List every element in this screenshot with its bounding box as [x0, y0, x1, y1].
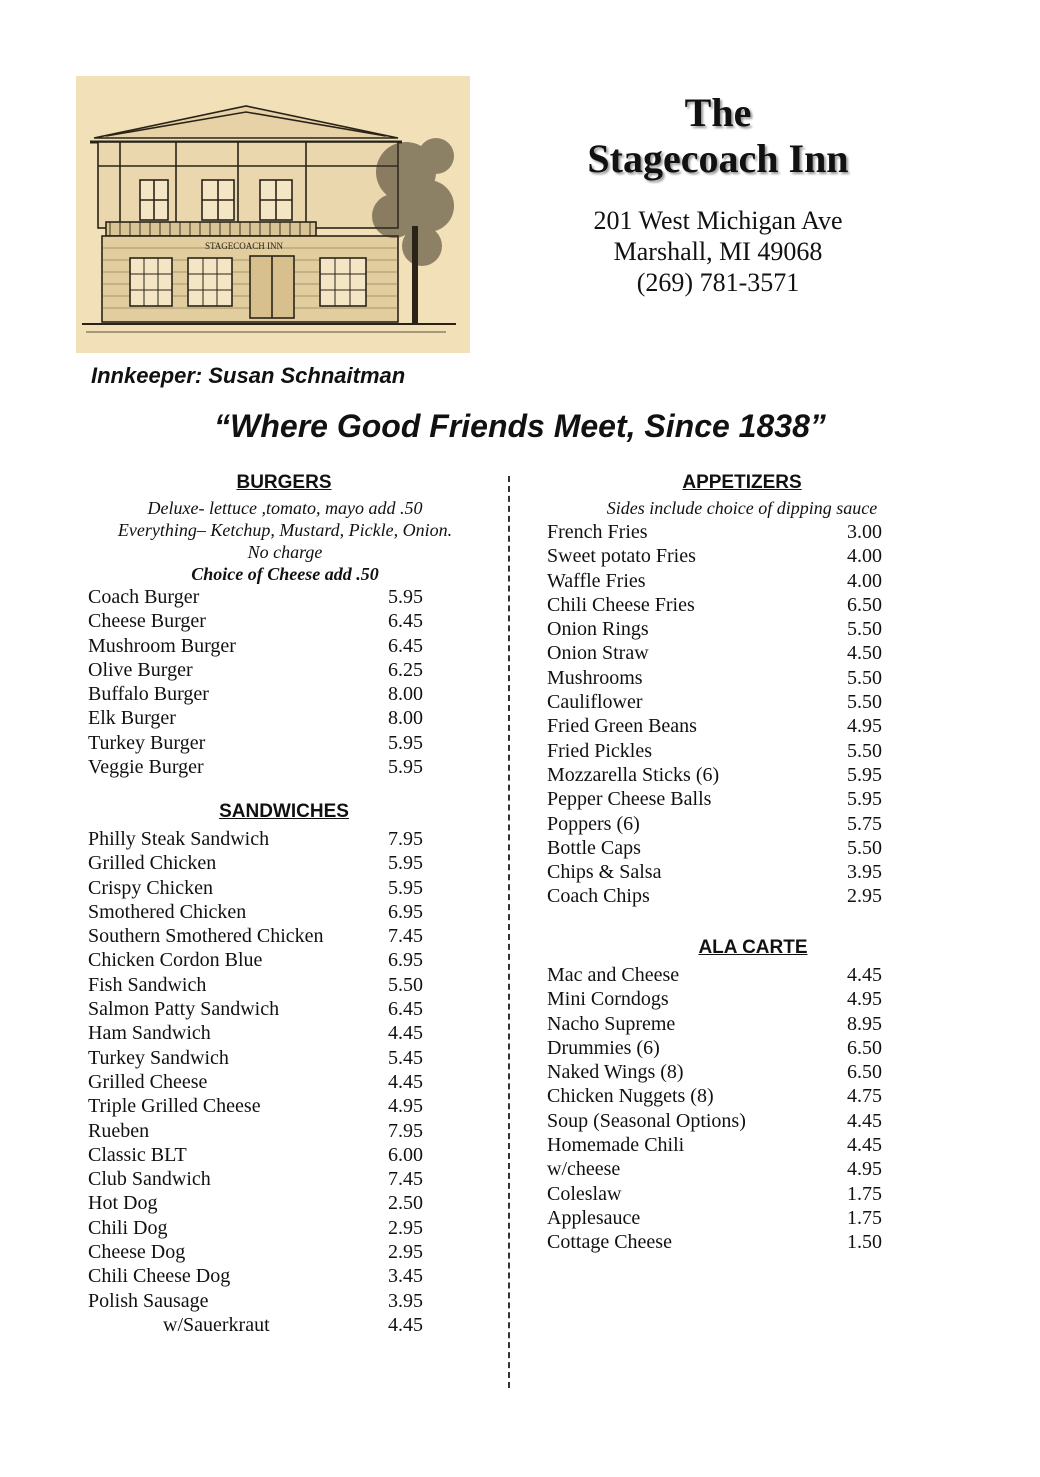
- menu-item-price: 4.45: [847, 964, 882, 986]
- menu-item-price: 7.95: [388, 828, 423, 850]
- burgers-note-no-charge: No charge: [247, 542, 323, 562]
- burgers-note-deluxe: Deluxe- lettuce ,tomato, mayo add .50: [147, 498, 423, 518]
- menu-item-price: 7.45: [388, 1168, 423, 1191]
- menu-item: [547, 787, 907, 811]
- menu-item: [547, 1036, 907, 1060]
- menu-item-price: 8.95: [847, 1012, 882, 1035]
- menu-item-name: Pepper Cheese Balls: [547, 788, 712, 811]
- menu-item: [88, 1021, 448, 1045]
- menu-item: [88, 1167, 448, 1191]
- menu-item-name: Applesauce: [547, 1206, 641, 1229]
- menu-item-price: 1.75: [847, 1182, 882, 1205]
- menu-item: [547, 963, 907, 987]
- menu-item-name: Southern Smothered Chicken: [88, 925, 324, 948]
- menu-item-name: Cheese Burger: [88, 610, 206, 633]
- menu-item: [547, 569, 907, 593]
- menu-item: [547, 884, 907, 908]
- menu-item: [547, 1206, 907, 1230]
- menu-item-name: Triple Grilled Cheese: [88, 1095, 261, 1118]
- menu-item-name: Coach Chips: [547, 885, 650, 908]
- restaurant-title: [540, 90, 896, 182]
- menu-item-name: Chili Cheese Fries: [547, 593, 695, 616]
- menu-item-price: 2.95: [388, 1241, 423, 1264]
- menu-item-price: 2.50: [388, 1192, 423, 1215]
- menu-item: [547, 860, 907, 884]
- address-block: [540, 205, 896, 298]
- menu-item: [88, 585, 448, 609]
- menu-item-price: 2.95: [847, 885, 882, 908]
- menu-item-name: Poppers (6): [547, 812, 640, 835]
- menu-item-price: 4.75: [847, 1085, 882, 1108]
- menu-item: [88, 634, 448, 658]
- menu-item-name: Waffle Fries: [547, 569, 646, 592]
- innkeeper-line: Innkeeper: Susan Schnaitman: [91, 363, 406, 388]
- menu-item-price: 7.95: [388, 1119, 423, 1142]
- menu-item-name: Cottage Cheese: [547, 1231, 672, 1254]
- menu-item-price: 5.50: [847, 739, 882, 762]
- menu-item: [88, 706, 448, 730]
- menu-item-price: 6.45: [388, 998, 423, 1021]
- menu-item-name: Rueben: [88, 1119, 150, 1142]
- menu-item: [88, 682, 448, 706]
- menu-item-name: Soup (Seasonal Options): [547, 1109, 746, 1132]
- menu-item-price: 5.50: [847, 691, 882, 714]
- menu-item-name: w/cheese: [547, 1158, 621, 1181]
- menu-item: [88, 1289, 448, 1313]
- menu-item-price: 6.50: [847, 593, 882, 616]
- menu-item-name: Elk Burger: [88, 707, 176, 730]
- menu-item-name: Fried Pickles: [547, 739, 652, 762]
- menu-item-price: 5.95: [388, 586, 423, 608]
- menu-item-price: 5.95: [388, 731, 423, 754]
- burgers-notes: [80, 497, 490, 585]
- menu-item: [547, 714, 907, 738]
- menu-item: [88, 755, 448, 779]
- menu-item: [88, 731, 448, 755]
- menu-item-price: 4.00: [847, 545, 882, 568]
- menu-item: [547, 1109, 907, 1133]
- menu-item-price: 5.50: [388, 973, 423, 996]
- menu-item-name: Nacho Supreme: [547, 1012, 676, 1035]
- building-drawing: [76, 76, 470, 353]
- menu-item: [547, 520, 907, 544]
- menu-item-price: 4.45: [388, 1022, 423, 1045]
- menu-item: [547, 666, 907, 690]
- title-line-1: The: [684, 90, 752, 135]
- menu-item: [88, 1264, 448, 1288]
- menu-item: [88, 1240, 448, 1264]
- menu-item: [88, 658, 448, 682]
- ala-carte-list: [547, 963, 907, 1255]
- menu-item-name: Coleslaw: [547, 1182, 622, 1205]
- burgers-note-everything: Everything– Ketchup, Mustard, Pickle, Onion.: [117, 520, 453, 540]
- menu-item-price: 4.45: [388, 1070, 423, 1093]
- sandwiches-list: [88, 827, 448, 1337]
- menu-item: [547, 617, 907, 641]
- menu-item: [88, 1070, 448, 1094]
- menu-item-price: 4.00: [847, 569, 882, 592]
- menu-item-price: 8.00: [388, 707, 423, 730]
- menu-item-price: 5.95: [388, 876, 423, 899]
- menu-item-price: 6.50: [847, 1036, 882, 1059]
- menu-item-price: 4.45: [847, 1109, 882, 1132]
- menu-item: [88, 827, 448, 851]
- menu-item-price: 5.95: [388, 756, 423, 779]
- menu-item: [547, 1060, 907, 1084]
- menu-item-name: Smothered Chicken: [88, 900, 247, 923]
- menu-item-price: 1.50: [847, 1231, 882, 1254]
- menu-item: [547, 593, 907, 617]
- menu-item-price: 6.95: [388, 900, 423, 923]
- menu-item-name: Fish Sandwich: [88, 973, 207, 996]
- menu-item: [88, 876, 448, 900]
- menu-item-price: 4.95: [847, 988, 882, 1011]
- menu-item-name: Crispy Chicken: [88, 876, 213, 899]
- menu-item-name: Coach Burger: [88, 586, 200, 608]
- menu-item-price: 5.95: [847, 763, 882, 786]
- appetizers-note: Sides include choice of dipping sauce: [606, 498, 878, 518]
- menu-item-name: Cauliflower: [547, 691, 643, 714]
- menu-item-price: 3.00: [847, 521, 882, 543]
- menu-item-name: Mac and Cheese: [547, 964, 680, 986]
- menu-item: [88, 609, 448, 633]
- menu-item-name: Philly Steak Sandwich: [88, 828, 270, 850]
- menu-item-price: 5.95: [847, 788, 882, 811]
- menu-item-name: Olive Burger: [88, 658, 193, 681]
- menu-item: [547, 1012, 907, 1036]
- menu-item-price: 1.75: [847, 1206, 882, 1229]
- menu-item-name: Salmon Patty Sandwich: [88, 998, 280, 1021]
- menu-item: [547, 1157, 907, 1181]
- menu-item: [547, 1133, 907, 1157]
- menu-item: [88, 948, 448, 972]
- menu-item-name: Mushrooms: [547, 666, 643, 689]
- menu-item-name: Grilled Cheese: [88, 1070, 208, 1093]
- menu-item-price: 3.95: [847, 861, 882, 884]
- menu-item: [547, 690, 907, 714]
- menu-item: [547, 1230, 907, 1254]
- menu-item-price: 7.45: [388, 925, 423, 948]
- menu-item: [88, 900, 448, 924]
- menu-item: [547, 544, 907, 568]
- ala-carte-heading: ALA CARTE: [698, 937, 808, 958]
- menu-item-name: Cheese Dog: [88, 1241, 186, 1264]
- menu-item-price: 4.95: [847, 1158, 882, 1181]
- menu-item-name: Onion Rings: [547, 618, 649, 641]
- menu-item: [88, 1216, 448, 1240]
- phone-number: (269) 781-3571: [636, 268, 800, 297]
- menu-item: [88, 1046, 448, 1070]
- menu-item-price: 5.45: [388, 1046, 423, 1069]
- menu-item: [88, 997, 448, 1021]
- appetizers-list: [547, 520, 907, 909]
- menu-item-name: Chicken Nuggets (8): [547, 1085, 714, 1108]
- menu-item: [88, 851, 448, 875]
- menu-item: [547, 836, 907, 860]
- menu-item-price: 4.45: [388, 1313, 423, 1336]
- menu-item: [547, 987, 907, 1011]
- menu-item-price: 4.45: [847, 1134, 882, 1157]
- column-divider: [508, 476, 510, 1388]
- menu-item: [88, 1119, 448, 1143]
- burgers-heading: BURGERS: [236, 472, 332, 493]
- menu-item-name: Turkey Burger: [88, 731, 206, 754]
- menu-item-name: Naked Wings (8): [547, 1061, 684, 1084]
- menu-item-name: Chips & Salsa: [547, 861, 662, 884]
- inn-building-illustration: [76, 76, 470, 353]
- menu-item-name: Buffalo Burger: [88, 683, 209, 706]
- menu-item-name: Mushroom Burger: [88, 634, 236, 657]
- menu-item-price: 6.45: [388, 610, 423, 633]
- menu-item: [88, 1094, 448, 1118]
- tagline: “Where Good Friends Meet, Since 1838”: [214, 408, 826, 444]
- menu-item-price: 6.00: [388, 1143, 423, 1166]
- menu-item: [547, 641, 907, 665]
- burgers-list: [88, 585, 448, 779]
- menu-item: [88, 1313, 448, 1337]
- menu-item-name: Classic BLT: [88, 1143, 187, 1166]
- menu-item-price: 4.95: [388, 1095, 423, 1118]
- building-sign: STAGECOACH INN: [204, 241, 284, 251]
- menu-item-price: 5.50: [847, 666, 882, 689]
- menu-item: [88, 1191, 448, 1215]
- burgers-note-cheese: Choice of Cheese add .50: [191, 564, 379, 584]
- menu-item-price: 5.50: [847, 836, 882, 859]
- appetizers-heading: APPETIZERS: [682, 472, 802, 493]
- menu-item-name: Onion Straw: [547, 642, 649, 665]
- menu-item: [88, 1143, 448, 1167]
- menu-item-price: 4.50: [847, 642, 882, 665]
- sandwiches-heading: SANDWICHES: [219, 801, 349, 822]
- menu-item-price: 2.95: [388, 1216, 423, 1239]
- menu-item-name: Hot Dog: [88, 1192, 158, 1215]
- menu-item-price: 6.95: [388, 949, 423, 972]
- city-state-zip: Marshall, MI 49068: [613, 237, 823, 266]
- menu-item-name: Mini Corndogs: [547, 988, 669, 1011]
- menu-item: [547, 1182, 907, 1206]
- menu-item-price: 3.95: [388, 1289, 423, 1312]
- menu-item-price: 6.50: [847, 1061, 882, 1084]
- menu-item-name: Mozzarella Sticks (6): [547, 763, 720, 786]
- menu-item-name: French Fries: [547, 521, 648, 543]
- menu-item-price: 6.25: [388, 658, 423, 681]
- menu-item-name: Drummies (6): [547, 1036, 660, 1059]
- menu-item-name: Chicken Cordon Blue: [88, 949, 263, 972]
- menu-item-name: Ham Sandwich: [88, 1022, 211, 1045]
- menu-item-name: Polish Sausage: [88, 1289, 209, 1312]
- menu-item-name: w/Sauerkraut: [163, 1313, 270, 1336]
- menu-item-name: Sweet potato Fries: [547, 545, 696, 568]
- menu-item-name: Chili Dog: [88, 1216, 168, 1239]
- menu-item-price: 5.95: [388, 852, 423, 875]
- menu-item: [547, 812, 907, 836]
- menu-item-name: Homemade Chili: [547, 1134, 685, 1157]
- menu-item-price: 3.45: [388, 1265, 423, 1288]
- menu-item-name: Grilled Chicken: [88, 852, 217, 875]
- menu-item: [547, 739, 907, 763]
- street-address: 201 West Michigan Ave: [593, 206, 843, 235]
- menu-item-name: Club Sandwich: [88, 1168, 211, 1191]
- menu-item: [88, 973, 448, 997]
- menu-item-name: Fried Green Beans: [547, 715, 697, 738]
- menu-item: [547, 763, 907, 787]
- menu-item-name: Chili Cheese Dog: [88, 1265, 231, 1288]
- menu-item-price: 8.00: [388, 683, 423, 706]
- menu-item: [547, 1084, 907, 1108]
- title-line-2: Stagecoach Inn: [587, 136, 849, 181]
- menu-item-price: 4.95: [847, 715, 882, 738]
- menu-item: [88, 924, 448, 948]
- menu-item-name: Bottle Caps: [547, 836, 641, 859]
- menu-item-price: 5.75: [847, 812, 882, 835]
- menu-item-price: 6.45: [388, 634, 423, 657]
- menu-item-name: Turkey Sandwich: [88, 1046, 229, 1069]
- menu-item-price: 5.50: [847, 618, 882, 641]
- menu-item-name: Veggie Burger: [88, 756, 204, 779]
